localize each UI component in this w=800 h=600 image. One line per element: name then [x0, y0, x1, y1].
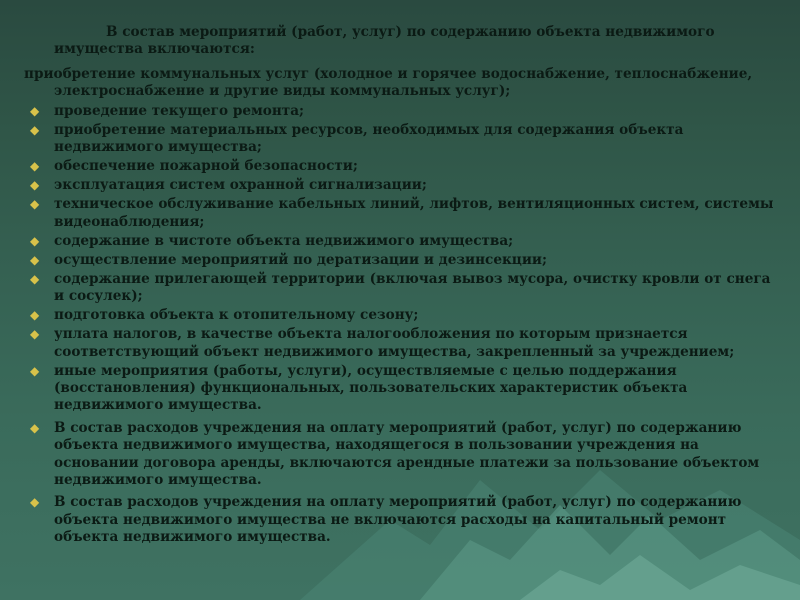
bullet-icon: ◆	[30, 308, 40, 323]
list-item	[0, 196, 800, 231]
bullet-list	[0, 103, 800, 548]
intro-heading	[54, 24, 774, 59]
bullet-icon: ◆	[30, 495, 40, 510]
list-item-text: содержание прилегающей территории (включая вывоз мусора, очистку кровли от снега и сосулек);	[54, 270, 771, 305]
list-item-text: уплата налогов, в качестве объекта налогообложения по которым признается соответствующий объект недвижимого имущества, закрепленный за учреждением;	[54, 326, 735, 360]
list-item	[0, 494, 800, 546]
list-item	[0, 103, 800, 120]
list-item	[0, 158, 800, 175]
list-item	[0, 307, 800, 324]
bullet-icon: ◆	[30, 271, 40, 286]
list-item	[0, 252, 800, 269]
list-item-text: обеспечение пожарной безопасности;	[54, 158, 358, 175]
intro-text: В состав мероприятий (работ, услуг) по содержанию объекта недвижимого имущества включаются:	[54, 24, 715, 58]
first-item	[24, 66, 784, 101]
list-item-text: приобретение материальных ресурсов, необходимых для содержания объекта недвижимого имущества;	[54, 122, 684, 156]
list-item	[0, 233, 800, 250]
list-item-text: В состав расходов учреждения на оплату мероприятий (работ, услуг) по содержанию объекта недвижимого имущества не включаются расходы на капитальный ремонт объекта недвижимого имущества.	[54, 494, 742, 546]
first-item-line2: электроснабжение и другие виды коммунальных услуг);	[54, 83, 511, 100]
list-item	[0, 177, 800, 194]
bullet-icon: ◆	[30, 159, 40, 174]
list-item	[0, 271, 800, 306]
list-item-text: содержание в чистоте объекта недвижимого имущества;	[54, 232, 514, 249]
list-item	[0, 363, 800, 415]
bullet-icon: ◆	[30, 104, 40, 118]
bullet-icon: ◆	[30, 233, 40, 248]
list-item	[0, 122, 800, 157]
list-item-text: иные мероприятия (работы, услуги), осуществляемые с целью поддержания (восстановления) функциональных, пользовательских характеристик объекта недвижимого имущества.	[54, 362, 688, 414]
list-item-text: В состав расходов учреждения на оплату мероприятий (работ, услуг) по содержанию объекта недвижимого имущества, находящегося в пользовании учреждения на основании договора аренды, включаются арендные платежи за пользование объектом недвижимого имущества.	[54, 419, 760, 489]
list-item-text: эксплуатация систем охранной сигнализации;	[54, 177, 427, 194]
first-item-line1: приобретение коммунальных услуг (холодное и горячее водоснабжение, теплоснабжение,	[24, 66, 753, 82]
bullet-icon: ◆	[30, 327, 40, 342]
bullet-icon: ◆	[30, 363, 40, 378]
bullet-icon: ◆	[30, 123, 40, 137]
bullet-icon: ◆	[30, 252, 40, 267]
bullet-icon: ◆	[30, 420, 40, 435]
list-item-text: осуществление мероприятий по дератизации и дезинсекции;	[54, 251, 548, 268]
list-item	[0, 326, 800, 361]
list-item-text: подготовка объекта к отопительному сезону;	[54, 307, 419, 324]
bullet-icon: ◆	[30, 197, 40, 212]
bullet-icon: ◆	[30, 178, 40, 193]
list-item	[0, 420, 800, 490]
list-item-text: техническое обслуживание кабельных линий, лифтов, вентиляционных систем, системы видеонаблюдения;	[54, 196, 774, 230]
list-item-text: проведение текущего ремонта;	[54, 103, 305, 119]
